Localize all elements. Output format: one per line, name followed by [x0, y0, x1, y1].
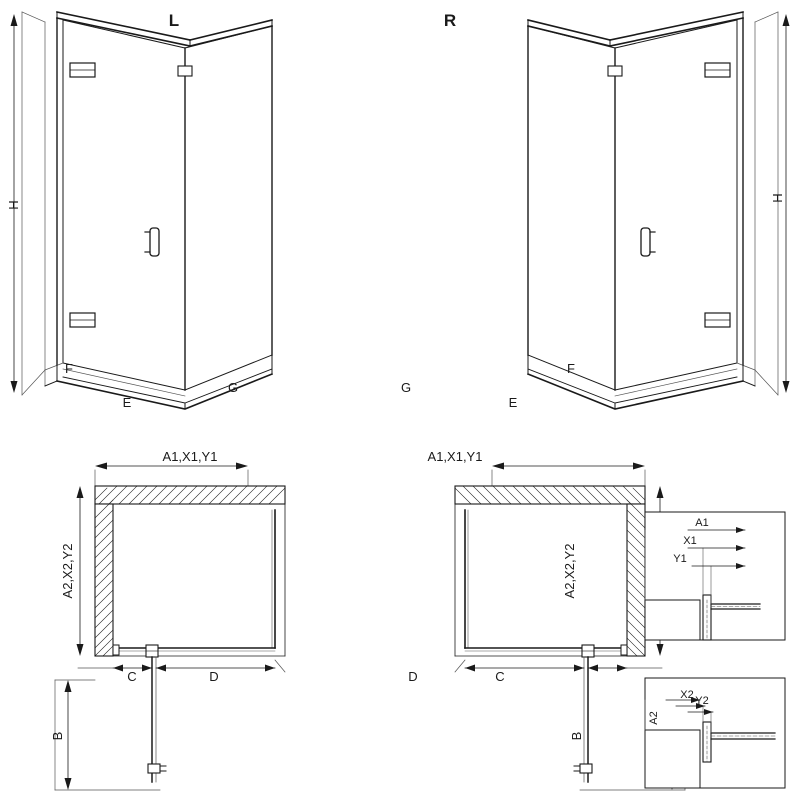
- label-detail-A1: A1: [695, 517, 709, 529]
- label-E-right: E: [508, 395, 518, 410]
- label-E-left: E: [122, 395, 132, 410]
- label-detail-Y1: Y1: [673, 553, 687, 565]
- label-F-left: F: [65, 361, 73, 376]
- label-view-right: R: [443, 11, 457, 30]
- plan-view-left: [55, 463, 285, 791]
- label-C-right: C: [495, 669, 505, 684]
- label-D-right: D: [408, 669, 418, 684]
- label-view-left: L: [168, 11, 180, 30]
- label-C-left: C: [127, 669, 137, 684]
- label-H-left: H: [6, 200, 21, 210]
- label-plan-right-side: A2,X2,Y2: [562, 543, 577, 599]
- label-plan-left-side: A2,X2,Y2: [60, 543, 75, 599]
- label-G-left: G: [227, 380, 239, 395]
- label-detail-X1: X1: [683, 535, 697, 547]
- label-G-right: G: [400, 380, 412, 395]
- label-H-right: H: [770, 193, 785, 203]
- label-detail-Y2: Y2: [695, 695, 709, 707]
- label-detail-A2: A2: [648, 711, 660, 725]
- perspective-view-right: [528, 12, 778, 409]
- label-F-right: F: [567, 361, 575, 376]
- detail-view-top: [645, 512, 785, 640]
- detail-view-bottom: [645, 678, 785, 788]
- label-plan-right-top: A1,X1,Y1: [427, 449, 483, 464]
- label-detail-X2: X2: [680, 689, 694, 701]
- perspective-view-left: [22, 12, 272, 409]
- label-plan-left-top: A1,X1,Y1: [162, 449, 218, 464]
- label-B-left: B: [50, 731, 65, 741]
- label-D-left: D: [209, 669, 219, 684]
- label-B-right: B: [569, 731, 584, 741]
